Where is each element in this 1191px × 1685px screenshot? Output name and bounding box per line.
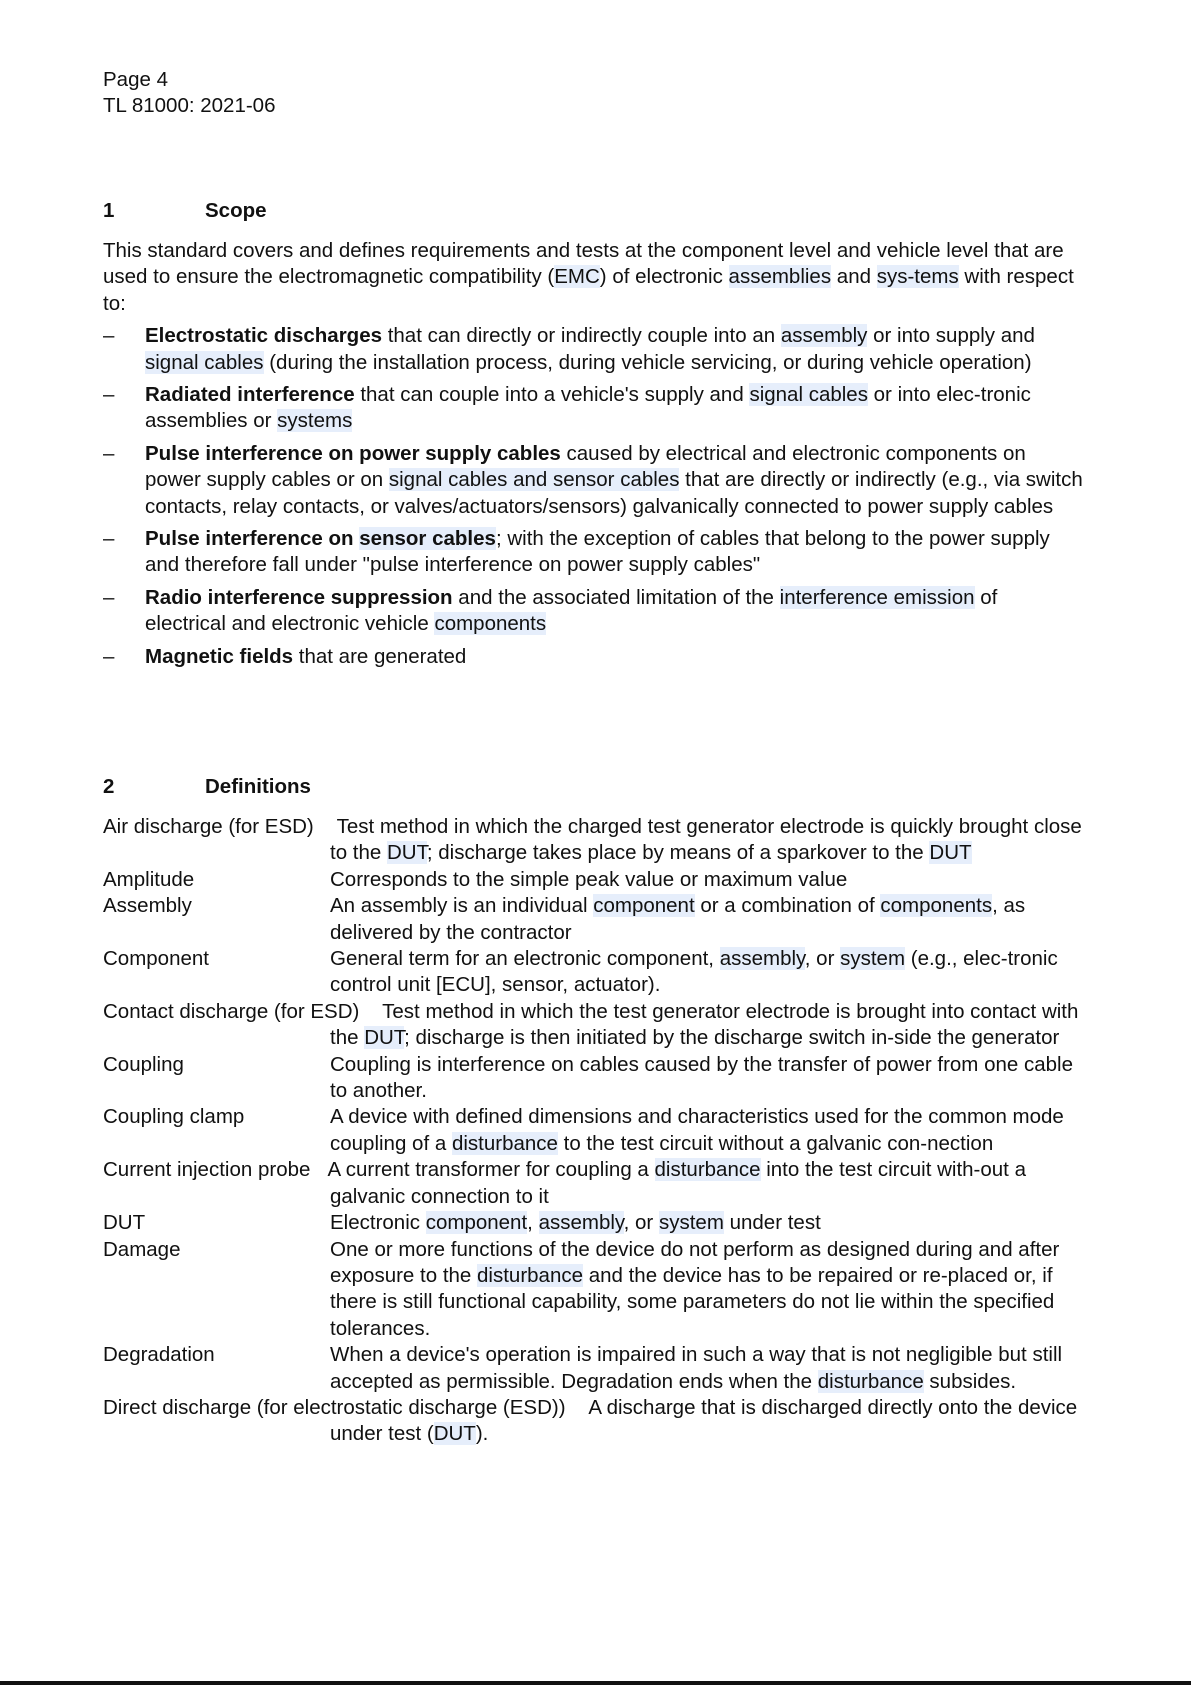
highlight-term: DUT bbox=[433, 1422, 476, 1446]
list-item: – Magnetic fields that are generated bbox=[103, 644, 1083, 670]
definition-contact-discharge bbox=[103, 999, 1083, 1052]
highlight-term: system bbox=[840, 947, 906, 971]
highlight-term: assembly bbox=[538, 1211, 624, 1235]
definition-text: An assembly is an individual component or a combination of components, as delivered by the contractor bbox=[330, 894, 1026, 944]
section-number: 1 bbox=[103, 199, 115, 222]
definition-dut bbox=[103, 1210, 1083, 1236]
definition-damage bbox=[103, 1237, 1083, 1343]
definition-amplitude bbox=[103, 867, 1083, 893]
highlight-term: signal cables bbox=[145, 350, 264, 374]
section-title: Scope bbox=[205, 199, 267, 222]
dash-bullet: – bbox=[103, 527, 115, 551]
scope-intro: This standard covers and defines requirements and tests at the component level and vehicle level that are used to ensure the electromagnetic compatibility (EMC) of electronic assemblies and sys-tems with respect to: bbox=[103, 239, 1074, 315]
definition-term: Air discharge (for ESD) bbox=[103, 815, 314, 838]
definition-term: DUT bbox=[103, 1211, 146, 1235]
definition-term: Component bbox=[103, 947, 209, 971]
definition-assembly bbox=[103, 893, 1083, 946]
highlight-term: component bbox=[593, 894, 695, 918]
definition-term: Damage bbox=[103, 1237, 181, 1261]
dash-bullet: – bbox=[103, 585, 115, 609]
highlight-term: disturbance bbox=[817, 1369, 924, 1393]
definition-text: Corresponds to the simple peak value or maximum value bbox=[330, 867, 848, 891]
list-item: – Radio interference suppression and the associated limitation of the interference emission of electrical and electronic vehicle components bbox=[103, 585, 998, 636]
definitions-list bbox=[103, 814, 1083, 1448]
list-item: – Radiated interference that can couple into a vehicle's supply and signal cables or into elec-tronic assemblies or systems bbox=[103, 383, 1031, 433]
definition-air-discharge bbox=[103, 814, 1083, 867]
highlight-term: DUT bbox=[387, 841, 427, 865]
highlight-term: systems bbox=[277, 409, 353, 433]
definition-text: A device with defined dimensions and characteristics used for the common mode coupling of a disturbance to the test circuit without a galvanic con-nection bbox=[330, 1105, 1064, 1155]
bottom-border bbox=[0, 1681, 1191, 1685]
highlight-term: sys-tems bbox=[876, 265, 959, 289]
section-title: Definitions bbox=[205, 775, 311, 798]
section-scope bbox=[103, 198, 1083, 676]
highlight-term: components bbox=[880, 894, 993, 918]
definition-term: Degradation bbox=[103, 1343, 215, 1367]
definition-term: Coupling bbox=[103, 1052, 184, 1076]
definition-text: When a device's operation is impaired in such a way that is not negligible but still accepted as permissible. Degradation ends when the disturbance subsides. bbox=[330, 1343, 1063, 1393]
definition-term: Contact discharge (for ESD) bbox=[103, 999, 360, 1023]
section-number: 2 bbox=[103, 775, 115, 798]
definition-text: A discharge that is discharged directly onto the device under test (DUT). bbox=[330, 1395, 1078, 1446]
definition-term: Current injection probe bbox=[103, 1158, 311, 1182]
list-item: – Pulse interference on sensor cables; with the exception of cables that belong to the power supply and therefore fall under "pulse interference on power supply cables" bbox=[103, 527, 1050, 577]
definition-coupling bbox=[103, 1052, 1083, 1105]
highlight-term: disturbance bbox=[451, 1131, 558, 1155]
dash-bullet: – bbox=[103, 644, 115, 668]
list-item: – Pulse interference on power supply cables caused by electrical and electronic components on power supply cables or on signal cables and sensor cables that are directly or indirectly (e.g., via switch contacts, relay contacts, or valves/actuators/sensors) galvanically connected to power supply cables bbox=[103, 441, 1083, 518]
highlight-term: DUT bbox=[364, 1026, 405, 1050]
definition-term: Coupling clamp bbox=[103, 1105, 245, 1129]
definition-text: One or more functions of the device do not perform as designed during and after exposure to the disturbance and the device has to be repaired or re-placed or, if there is still functional capability, some parameters do not lie within the specified tolerances. bbox=[330, 1237, 1060, 1340]
highlight-term: system bbox=[658, 1211, 724, 1235]
definition-component bbox=[103, 946, 1083, 999]
highlight-term: DUT bbox=[929, 841, 972, 865]
highlight-term: components bbox=[434, 612, 547, 636]
highlight-term: signal cables bbox=[749, 383, 868, 407]
highlight-term: sensor cables bbox=[359, 527, 496, 551]
highlight-term: assembly bbox=[780, 324, 868, 348]
highlight-term: assemblies bbox=[728, 265, 832, 289]
scope-list bbox=[103, 323, 1083, 670]
highlight-term: EMC bbox=[554, 265, 600, 289]
page-header bbox=[103, 67, 276, 119]
highlight-term: disturbance bbox=[477, 1263, 583, 1287]
definition-direct-discharge bbox=[103, 1395, 1083, 1448]
dash-bullet: – bbox=[103, 441, 115, 465]
definition-text: Coupling is interference on cables caused by the transfer of power from one cable to another. bbox=[330, 1052, 1073, 1103]
definition-term: Amplitude bbox=[103, 867, 195, 891]
highlight-term: component bbox=[425, 1211, 528, 1235]
definition-text: General term for an electronic component, assembly, or system (e.g., elec-tronic control unit [ECU], sensor, actuator). bbox=[330, 947, 1058, 997]
section-heading bbox=[103, 774, 1083, 800]
definition-term: Direct discharge (for electrostatic discharge (ESD)) bbox=[103, 1395, 566, 1419]
highlight-term: signal cables and sensor cables bbox=[388, 468, 680, 492]
section-heading bbox=[103, 198, 1083, 224]
highlight-term: interference emission bbox=[779, 585, 975, 609]
highlight-term: assembly bbox=[719, 947, 805, 971]
section-definitions bbox=[103, 774, 1083, 1448]
highlight-term: disturbance bbox=[654, 1158, 761, 1182]
dash-bullet: – bbox=[103, 324, 115, 348]
page-number: Page 4 bbox=[103, 68, 168, 91]
definition-current-injection-probe bbox=[103, 1157, 1083, 1210]
definition-text: Test method in which the charged test generator electrode is quickly brought close to the DUT; discharge takes place by means of a sparkover to the DUT bbox=[330, 815, 1082, 865]
definition-text: Test method in which the test generator electrode is brought into contact with the DUT; discharge is then initiated by the discharge switch in-side the generator bbox=[330, 999, 1079, 1050]
definition-text: Electronic component, assembly, or system under test bbox=[330, 1211, 821, 1235]
dash-bullet: – bbox=[103, 383, 115, 407]
definition-term: Assembly bbox=[103, 894, 192, 918]
definition-text: A current transformer for coupling a disturbance into the test circuit with-out a galvanic connection to it bbox=[327, 1158, 1026, 1208]
list-item: – Electrostatic discharges that can directly or indirectly couple into an assembly or into supply and signal cables (during the installation process, during vehicle servicing, or during vehicle operation) bbox=[103, 324, 1035, 374]
definition-coupling-clamp bbox=[103, 1104, 1083, 1157]
document-id: TL 81000: 2021-06 bbox=[103, 94, 276, 117]
definition-degradation bbox=[103, 1342, 1083, 1395]
